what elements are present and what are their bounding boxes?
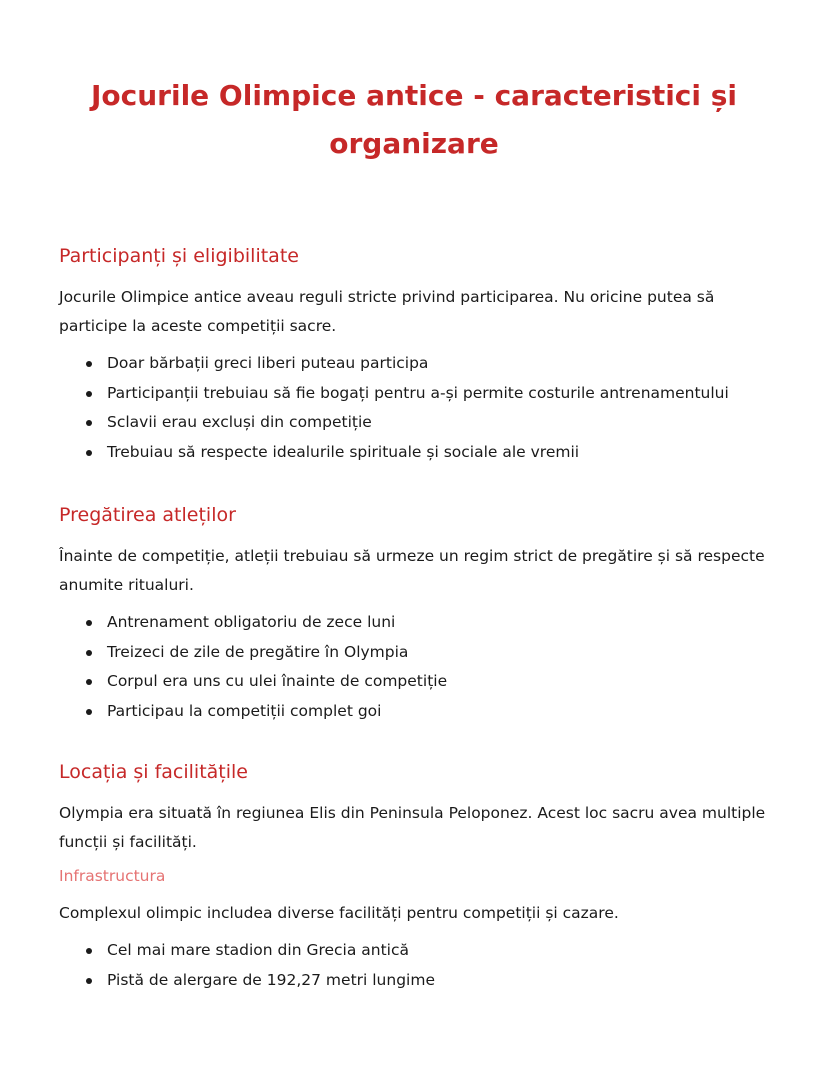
list-item: Sclavii erau excluși din competiție [107, 408, 779, 438]
list-item: Treizeci de zile de pregătire în Olympia [107, 638, 779, 668]
list-item: Doar bărbații greci liberi puteau participa [107, 349, 779, 379]
subsection-heading: Infrastructura [59, 867, 166, 885]
bullet-list [59, 608, 779, 726]
bullet-list [59, 349, 779, 467]
section-paragraph: Jocurile Olimpice antice aveau reguli stricte privind participarea. Nu oricine putea să participe la aceste competiții sacre. [59, 288, 715, 335]
section-heading: Locația și facilitățile [59, 761, 248, 783]
bullet-list [59, 936, 779, 995]
list-item: Corpul era uns cu ulei înainte de competiție [107, 667, 779, 697]
section-paragraph: Olympia era situată în regiunea Elis din Peninsula Peloponez. Acest loc sacru avea multiple funcții și facilități. [59, 804, 766, 851]
list-item: Cel mai mare stadion din Grecia antică [107, 936, 779, 966]
list-item: Antrenament obligatoriu de zece luni [107, 608, 779, 638]
document-title: Jocurile Olimpice antice - caracteristici și organizare [90, 79, 738, 160]
section-location-facilities [59, 759, 779, 995]
list-item: Participanții trebuiau să fie bogați pentru a-și permite costurile antrenamentului [107, 379, 779, 409]
section-athlete-preparation [59, 502, 779, 726]
list-item: Participau la competiții complet goi [107, 697, 779, 727]
section-heading: Pregătirea atleților [59, 504, 236, 526]
list-item: Pistă de alergare de 192,27 metri lungime [107, 966, 779, 996]
section-heading: Participanți și eligibilitate [59, 245, 299, 267]
list-item: Trebuiau să respecte idealurile spirituale și sociale ale vremii [107, 438, 779, 468]
section-participants [59, 243, 779, 467]
section-paragraph: Înainte de competiție, atleții trebuiau să urmeze un regim strict de pregătire și să respecte anumite ritualuri. [59, 547, 765, 594]
subsection-paragraph: Complexul olimpic includea diverse facilități pentru competiții și cazare. [59, 904, 619, 922]
